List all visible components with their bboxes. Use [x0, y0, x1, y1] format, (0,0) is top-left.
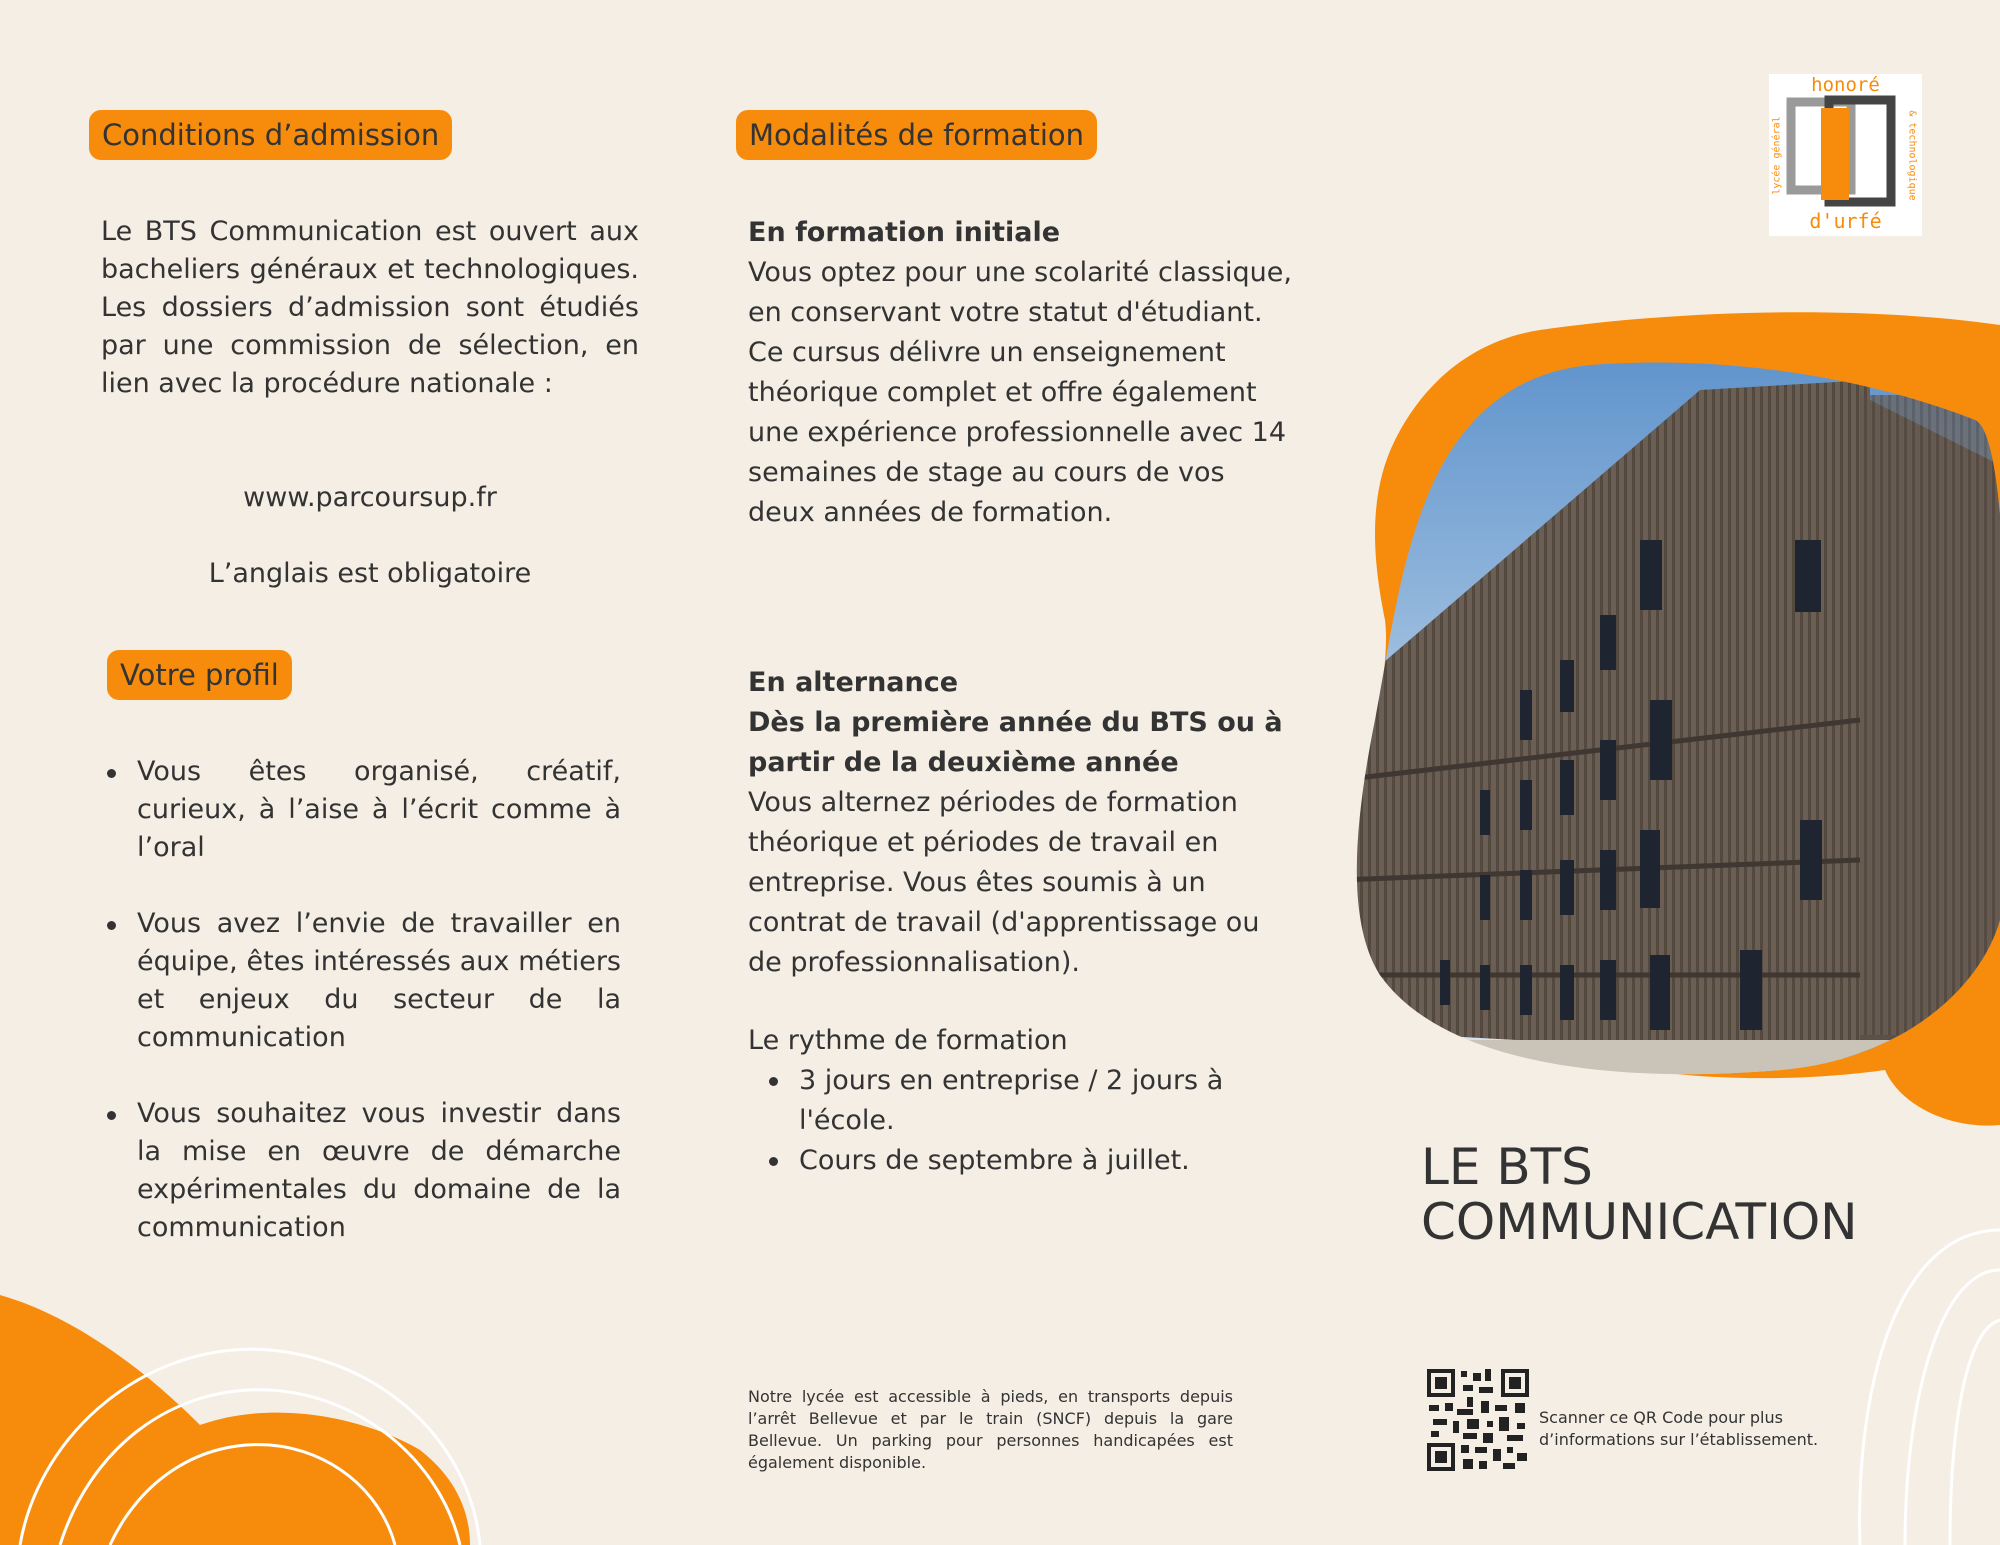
initial-training-title: En formation initiale: [748, 217, 1061, 248]
logo-top-text: honoré: [1811, 74, 1880, 96]
qr-caption: Scanner ce QR Code pour plus d’informations sur l’établissement.: [1539, 1408, 1819, 1449]
rhythm-title: Le rythme de formation: [748, 1025, 1068, 1056]
admission-heading: Conditions d’admission: [89, 110, 452, 160]
title-line-1: LE BTS: [1421, 1138, 1593, 1196]
profile-heading: Votre profil: [107, 650, 292, 700]
rhythm-item: 3 jours en entreprise / 2 jours à l'école.: [763, 1061, 1263, 1141]
logo-right-text: & technologique: [1906, 110, 1918, 201]
title-line-2: COMMUNICATION: [1421, 1193, 1858, 1251]
profile-item: Vous êtes organisé, créatif, curieux, à l’aise à l’écrit comme à l’oral: [101, 753, 621, 867]
alternance-title: En alternance: [748, 667, 959, 698]
qr-code[interactable]: [1427, 1369, 1529, 1471]
logo-left-text: lycée général: [1771, 116, 1783, 195]
profile-item: Vous avez l’envie de travailler en équipe, êtes intéressés aux métiers et enjeux du secteur de la communication: [101, 905, 621, 1057]
alternance-text: Vous alternez périodes de formation théorique et périodes de travail en entreprise. Vous êtes soumis à un contrat de travail (d'apprentissage ou de professionnalisation).: [748, 787, 1260, 978]
parcoursup-link[interactable]: www.parcoursup.fr: [243, 482, 497, 513]
english-note: L’anglais est obligatoire: [208, 558, 532, 589]
logo-bottom-text: d'urfé: [1809, 209, 1882, 233]
admission-paragraph: Le BTS Communication est ouvert aux bacheliers généraux et technologiques. Les dossiers d’admission sont étudiés par une commission de sélection, en lien avec la procédure nationale :: [101, 216, 639, 399]
training-heading: Modalités de formation: [736, 110, 1097, 160]
alternance-subtitle: Dès la première année du BTS ou à partir de la deuxième année: [748, 707, 1283, 778]
rhythm-item: Cours de septembre à juillet.: [763, 1141, 1263, 1181]
initial-training-text: Vous optez pour une scolarité classique, en conservant votre statut d'étudiant. Ce cursus délivre un enseignement théorique complet et offre également une expérience professionnelle avec 14 semaines de stage au cours de vos deux années de formation.: [748, 257, 1292, 528]
profile-item: Vous souhaitez vous investir dans la mise en œuvre de démarche expérimentales du domaine de la communication: [101, 1095, 621, 1247]
access-note: Notre lycée est accessible à pieds, en transports depuis l’arrêt Bellevue et par le train (SNCF) depuis la gare Bellevue. Un parking pour personnes handicapées est également disponible.: [748, 1387, 1233, 1472]
main-title: [1421, 1140, 1858, 1250]
